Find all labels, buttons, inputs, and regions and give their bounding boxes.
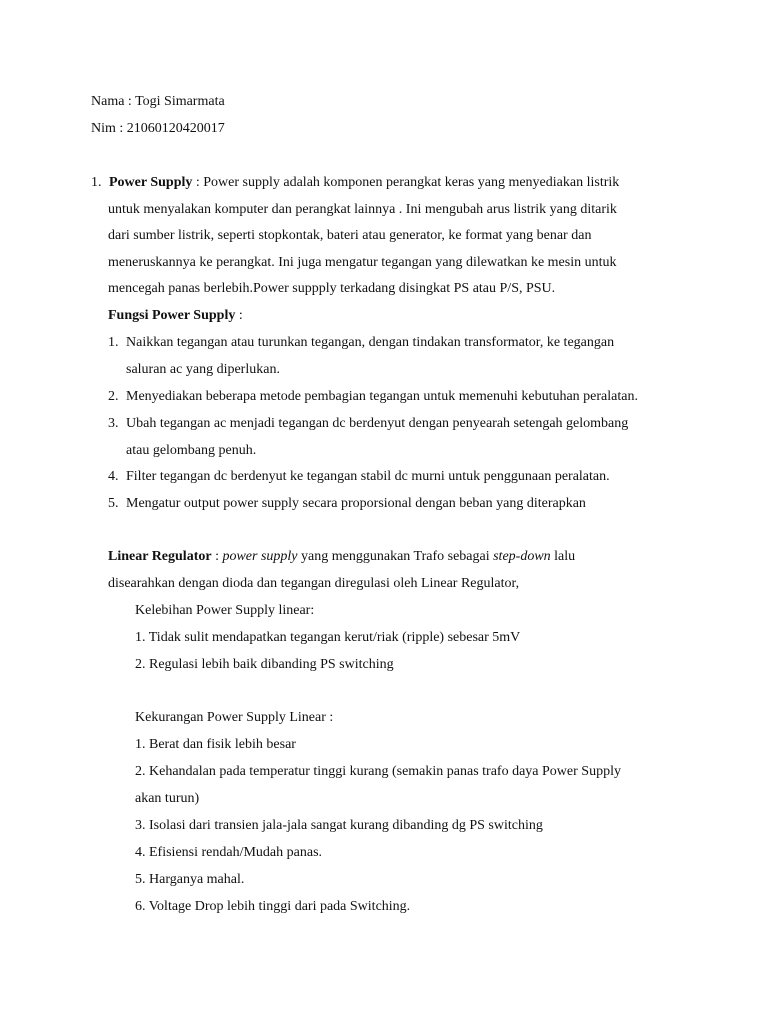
fungsi-heading [108, 307, 243, 325]
fungsi-item-5 [108, 495, 119, 513]
section-1-number: 1. [91, 175, 102, 190]
kelebihan-item: 2. Regulasi lebih baik dibanding PS switching [135, 657, 394, 672]
linear-ps-term: power supply [222, 549, 298, 564]
section-1-line: meneruskannya ke perangkat. Ini juga mengatur tegangan yang dilewatkan ke mesin untuk [108, 255, 617, 270]
list-number: 5. [108, 496, 119, 511]
kekurangan-item: 2. Kehandalan pada temperatur tinggi kurang (semakin panas trafo daya Power Supply [135, 764, 621, 779]
fungsi-item-2 [108, 388, 119, 406]
linear-tail: lalu [550, 549, 576, 564]
fungsi-item-3-text: Ubah tegangan ac menjadi tegangan dc berdenyut dengan penyearah setengah gelombang [126, 416, 629, 431]
kekurangan-item: 3. Isolasi dari transien jala-jala sangat kurang dibanding dg PS switching [135, 818, 543, 833]
kelebihan-item: 1. Tidak sulit mendapatkan tegangan kerut/riak (ripple) sebesar 5mV [135, 630, 521, 645]
linear-regulator-term: Linear Regulator [108, 549, 212, 564]
kekurangan-item: 1. Berat dan fisik lebih besar [135, 737, 296, 752]
section-1-intro [91, 174, 619, 192]
linear-mid: yang menggunakan Trafo sebagai [297, 549, 494, 564]
fungsi-item-3 [108, 415, 119, 433]
student-id: Nim : 21060120420017 [91, 121, 225, 136]
kelebihan-title: Kelebihan Power Supply linear: [135, 603, 315, 618]
section-1-intro-text: : Power supply adalah komponen perangkat keras yang menyediakan listrik [192, 175, 620, 190]
fungsi-item-5-text: Mengatur output power supply secara proporsional dengan beban yang diterapkan [126, 496, 586, 511]
fungsi-item-4-text: Filter tegangan dc berdenyut ke tegangan stabil dc murni untuk penggunaan peralatan. [126, 469, 610, 484]
fungsi-item-2-text: Menyediakan beberapa metode pembagian tegangan untuk memenuhi kebutuhan peralatan. [126, 389, 638, 404]
linear-stepdown-term: step-down [493, 549, 551, 564]
kekurangan-item-cont: akan turun) [135, 791, 200, 806]
fungsi-item-1-text: Naikkan tegangan atau turunkan tegangan, dengan tindakan transformator, ke tegangan [126, 335, 615, 350]
section-1-term: Power Supply [109, 175, 193, 190]
kekurangan-item: 6. Voltage Drop lebih tinggi dari pada Switching. [135, 899, 411, 914]
kekurangan-item: 4. Efisiensi rendah/Mudah panas. [135, 845, 323, 860]
fungsi-heading-colon: : [235, 308, 243, 323]
section-1-line: dari sumber listrik, seperti stopkontak, bateri atau generator, ke format yang benar dan [108, 228, 592, 243]
list-number: 2. [108, 389, 119, 404]
list-number: 3. [108, 416, 119, 431]
list-number: 1. [108, 335, 119, 350]
fungsi-item-3-cont: atau gelombang penuh. [126, 443, 257, 458]
section-1-line: mencegah panas berlebih.Power suppply terkadang disingkat PS atau P/S, PSU. [108, 281, 556, 296]
fungsi-item-1-cont: saluran ac yang diperlukan. [126, 362, 280, 377]
fungsi-heading-text: Fungsi Power Supply [108, 308, 236, 323]
linear-sep: : [211, 549, 223, 564]
section-1-line: untuk menyalakan komputer dan perangkat lainnya . Ini mengubah arus listrik yang ditarik [108, 202, 617, 217]
author-name: Nama : Togi Simarmata [91, 94, 225, 109]
linear-regulator-intro [108, 548, 575, 566]
kekurangan-title: Kekurangan Power Supply Linear : [135, 710, 334, 725]
fungsi-item-1 [108, 334, 119, 352]
list-number: 4. [108, 469, 119, 484]
kekurangan-item: 5. Harganya mahal. [135, 872, 245, 887]
fungsi-item-4 [108, 468, 119, 486]
linear-regulator-line-2: disearahkan dengan dioda dan tegangan diregulasi oleh Linear Regulator, [108, 576, 520, 591]
